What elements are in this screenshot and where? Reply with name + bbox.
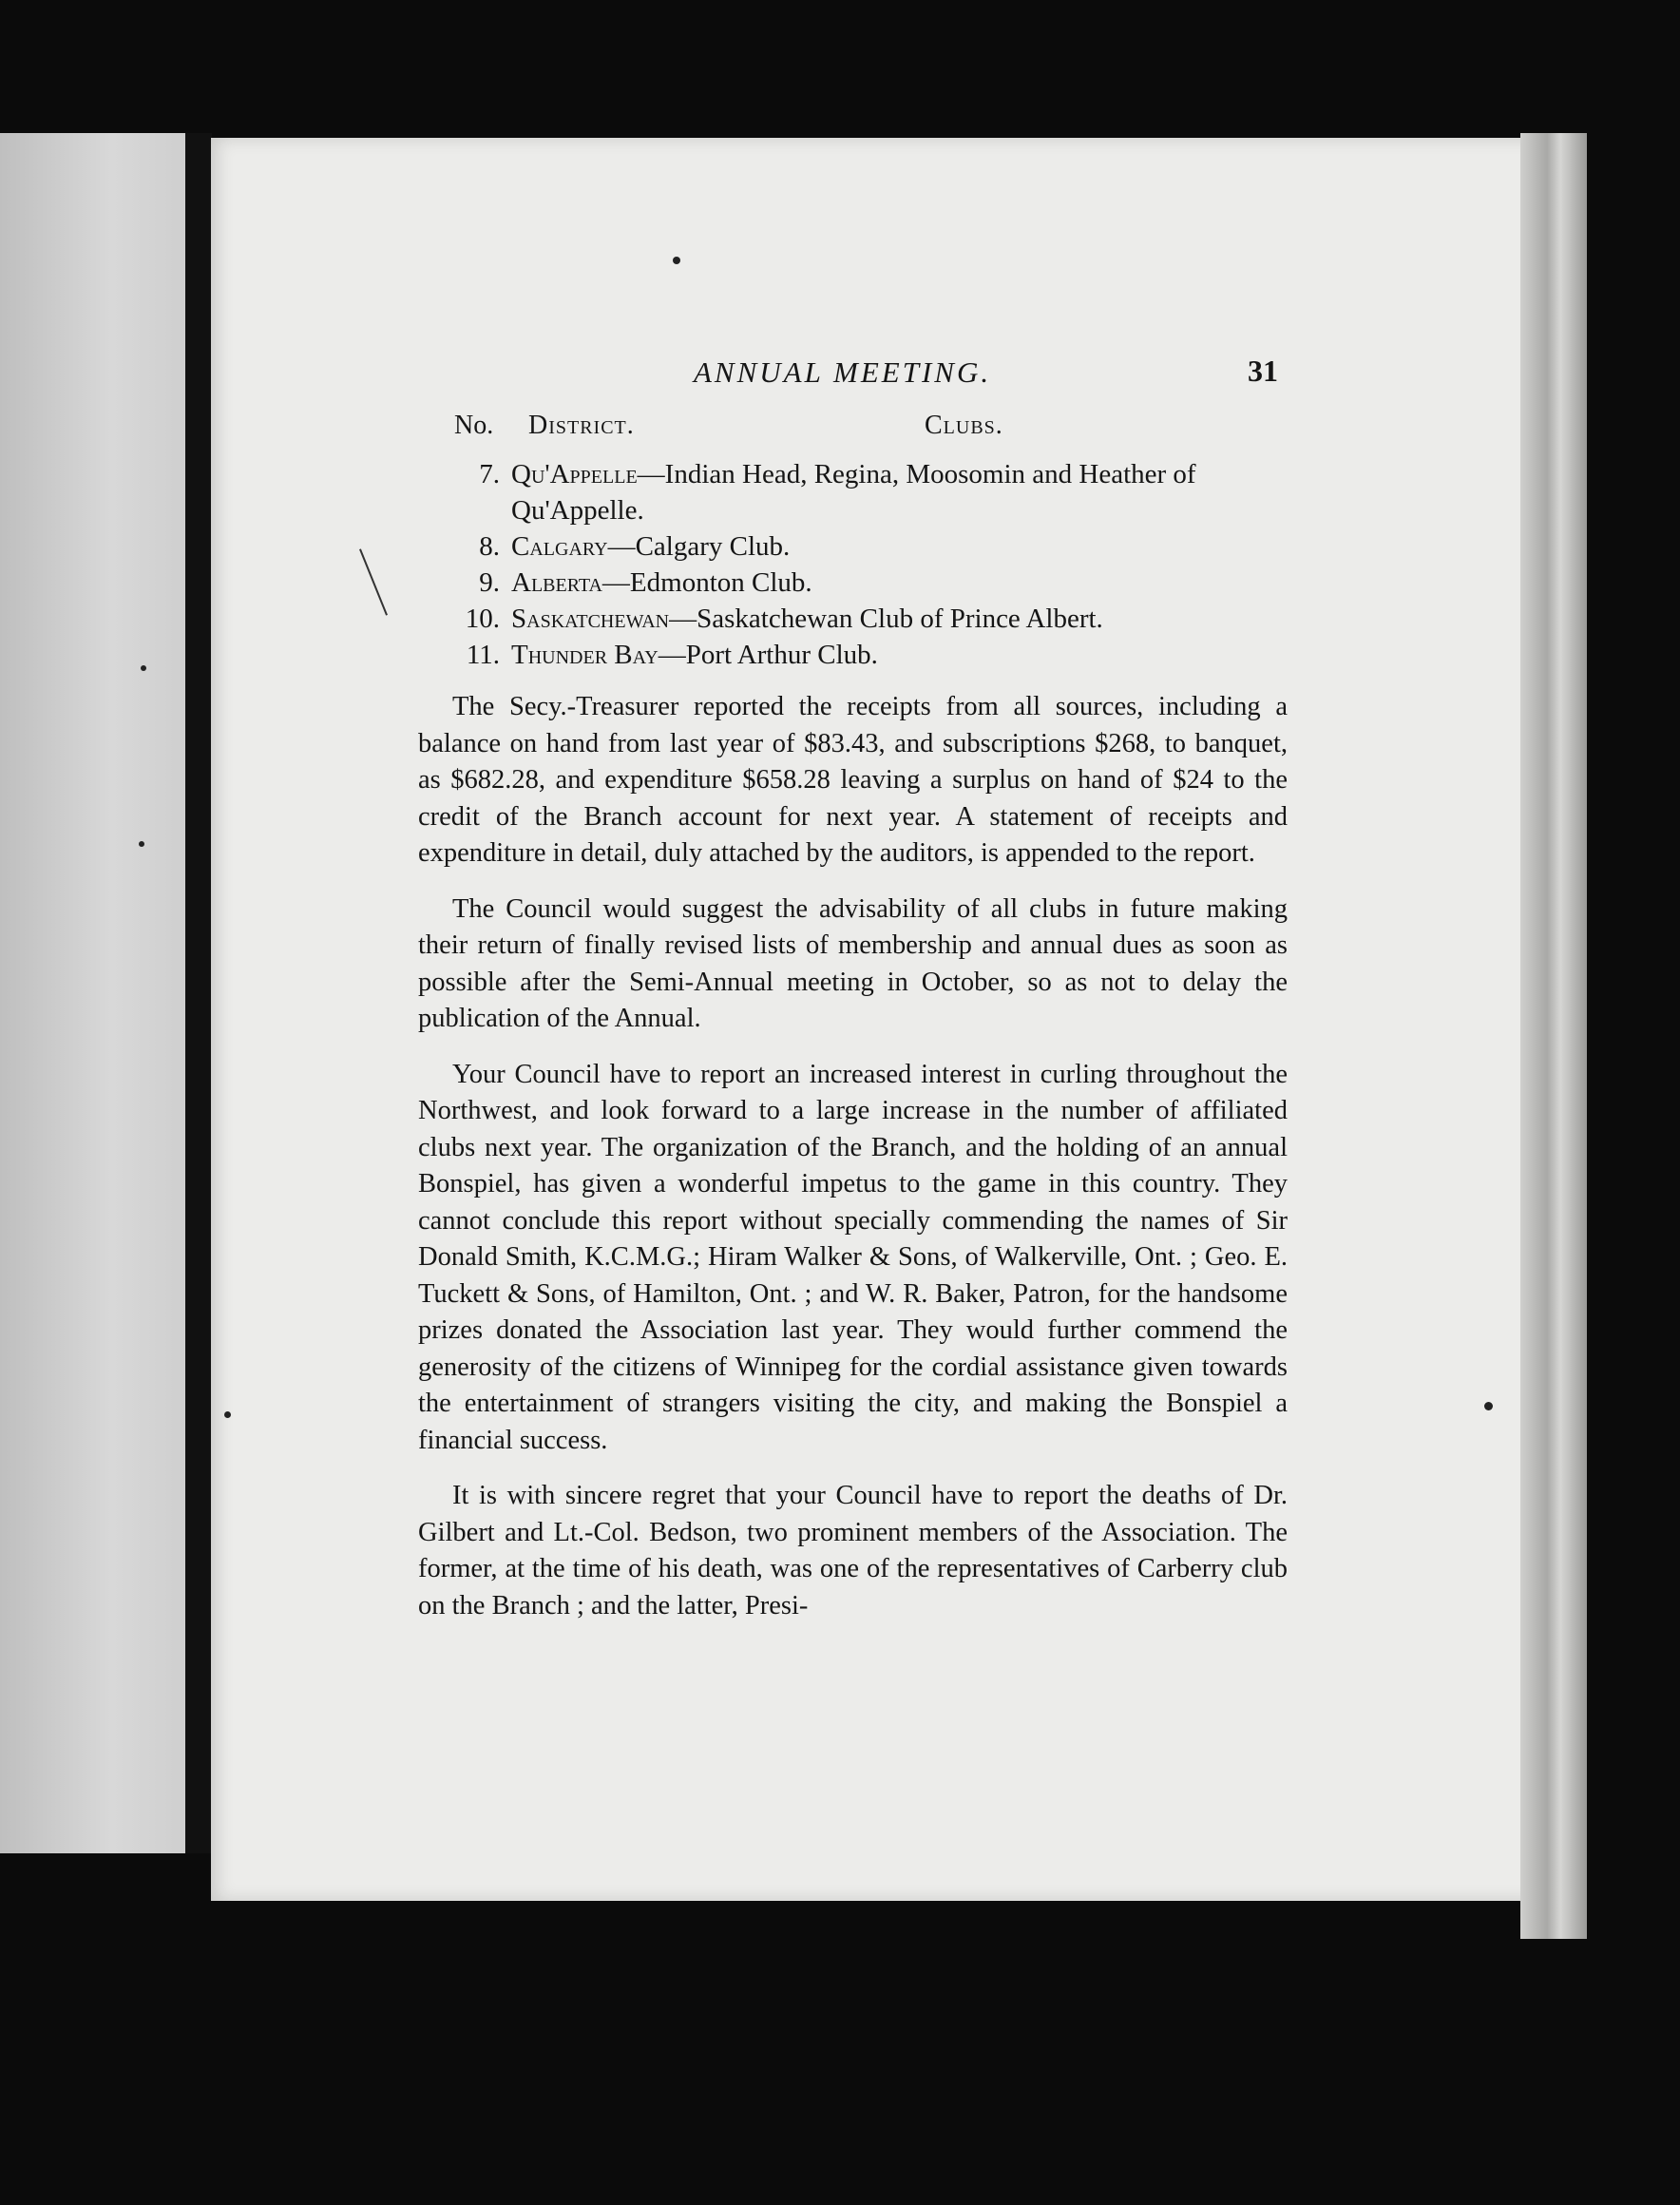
district-number: 7. <box>479 459 500 489</box>
district-number: 8. <box>479 531 500 562</box>
paragraph-treasurer-report: The Secy.-Treasurer reported the receipts from all sources, including a balance on hand from last year of $83.43, and subscriptions $268, to banquet, as $682.28, and expenditure $658.28 leaving a surplus on hand of $24 to the credit of the Branch account for next year. A statement of receipts and expenditure in detail, duly attached by the auditors, is appended to the report. <box>418 692 1288 868</box>
ink-speck <box>673 257 680 264</box>
district-clubs: —Indian Head, Regina, Moosomin and Heather of Qu'Appelle. <box>511 459 1196 526</box>
page-edges <box>1520 133 1587 1939</box>
list-item <box>464 528 1290 565</box>
district-number: 10. <box>465 604 500 634</box>
body-text <box>418 689 1288 1643</box>
paragraph-curling-interest: Your Council have to report an increased interest in curling throughout the Northwest, and look forward to a large increase in the number of affiliated clubs next year. The organization of the Branch, and the holding of an annual Bonspiel, has given a wonderful impetus to the game in this country. They cannot conclude this report without specially commending the names of Sir Donald Smith, K.C.M.G.; Hiram Walker & Sons, of Walkerville, Ont. ; Geo. E. Tuckett & Sons, of Hamilton, Ont. ; and W. R. Baker, Patron, for the handsome prizes donated the Association last year. They would further commend the generosity of the citizens of Winnipeg for the cordial assistance given towards the entertainment of strangers visiting the city, and making the Bonspiel a financial success. <box>418 1059 1288 1455</box>
paragraph-deaths: It is with sincere regret that your Council have to report the deaths of Dr. Gilbert and Lt.-Col. Bedson, two prominent members of the Association. The former, at the time of his death, was one of the representatives of Carberry club on the Branch ; and the latter, Presi- <box>418 1481 1288 1620</box>
running-head <box>418 352 1288 399</box>
district-number: 9. <box>479 567 500 598</box>
district-name: Calgary <box>511 531 608 562</box>
district-number: 11. <box>466 640 500 670</box>
district-clubs: —Port Arthur Club. <box>658 640 878 670</box>
column-district: District. <box>528 411 635 440</box>
district-name: Alberta <box>511 567 602 598</box>
list-item <box>464 637 1290 673</box>
district-clubs: —Calgary Club. <box>607 531 791 562</box>
running-title: ANNUAL MEETING. <box>694 355 992 389</box>
list-item <box>464 456 1290 528</box>
district-name: Saskatchewan <box>511 604 670 634</box>
district-list <box>464 456 1290 673</box>
district-name: Thunder Bay <box>511 640 659 670</box>
facing-page <box>0 133 185 1853</box>
ink-speck <box>139 841 144 847</box>
book-gutter <box>185 133 212 1853</box>
district-clubs: —Edmonton Club. <box>601 567 812 598</box>
column-clubs: Clubs. <box>925 411 1003 440</box>
paragraph-membership-returns: The Council would suggest the advisability of all clubs in future making their return of finally revised lists of membership and annual dues as soon as possible after the Semi-Annual meeting in October, so as not to delay the publication of the Annual. <box>418 893 1288 1033</box>
ink-speck <box>141 665 146 671</box>
column-no: No. <box>454 411 494 440</box>
list-item <box>464 565 1290 601</box>
ink-speck <box>1484 1402 1493 1410</box>
district-clubs: —Saskatchewan Club of Prince Albert. <box>669 604 1103 634</box>
district-name: Qu'Appelle <box>511 459 638 489</box>
page-number: 31 <box>1248 354 1278 388</box>
list-item <box>464 601 1290 637</box>
ink-speck <box>224 1411 231 1418</box>
